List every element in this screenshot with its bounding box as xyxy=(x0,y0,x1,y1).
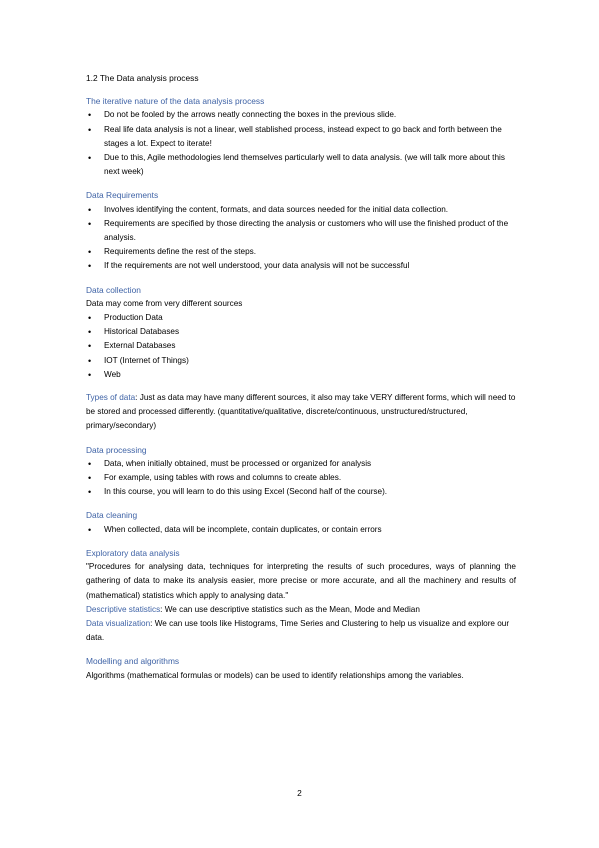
data-visualization-text: : We can use tools like Histograms, Time Series and Clustering to help us visualize and explore our data. xyxy=(86,618,510,643)
list-item: • Data, when initially obtained, must be processed or organized for analysis xyxy=(86,457,516,471)
data-visualization-label: Data visualization xyxy=(86,618,151,628)
iterative-list xyxy=(86,108,516,179)
heading-cleaning: Data cleaning xyxy=(86,510,138,521)
descriptive-statistics-label: Descriptive statistics xyxy=(86,604,161,614)
processing-list xyxy=(86,457,516,500)
list-item: • Requirements are specified by those directing the analysis or customers who will use the finished product of the analysis. xyxy=(86,217,516,245)
heading-iterative: The iterative nature of the data analysis process xyxy=(86,96,265,107)
heading-collection: Data collection xyxy=(86,284,141,295)
list-item: • Historical Databases xyxy=(86,325,516,339)
list-item: • If the requirements are not well understood, your data analysis will not be successful xyxy=(86,259,516,273)
list-item: • Do not be fooled by the arrows neatly connecting the boxes in the previous slide. xyxy=(86,108,516,122)
requirements-list xyxy=(86,203,516,274)
page-content xyxy=(86,71,516,683)
list-item: • Involves identifying the content, formats, and data sources needed for the initial data collection. xyxy=(86,203,516,217)
types-of-data-text: : Just as data may have many different sources, it also may take VERY different forms, which will need to be stored and processed differently. (quantitative/qualitative, discrete/continuous, unstructured/structured, primary/secondary) xyxy=(86,393,516,431)
list-item: • In this course, you will learn to do this using Excel (Second half of the course). xyxy=(86,485,516,499)
list-item: • Web xyxy=(86,368,516,382)
collection-intro: Data may come from very different sources xyxy=(86,298,243,308)
cleaning-list xyxy=(86,523,516,537)
list-item: • Due to this, Agile methodologies lend themselves particularly well to data analysis. (we will talk more about this next week) xyxy=(86,151,516,179)
data-visualization-line xyxy=(86,617,516,645)
modelling-text: Algorithms (mathematical formulas or models) can be used to identify relationships among the variables. xyxy=(86,670,464,680)
list-item: • External Databases xyxy=(86,339,516,353)
collection-list xyxy=(86,311,516,382)
list-item: • IOT (Internet of Things) xyxy=(86,354,516,368)
list-item: • Real life data analysis is not a linear, well stablished process, instead expect to go back and forth between the stages a lot. Expect to iterate! xyxy=(86,123,516,151)
heading-exploratory: Exploratory data analysis xyxy=(86,547,180,558)
descriptive-statistics-line xyxy=(86,603,516,617)
heading-requirements: Data Requirements xyxy=(86,190,159,201)
section-title: 1.2 The Data analysis process xyxy=(86,73,199,83)
list-item: • Requirements define the rest of the steps. xyxy=(86,245,516,259)
list-item: • When collected, data will be incomplete, contain duplicates, or contain errors xyxy=(86,523,516,537)
types-of-data-label: Types of data xyxy=(86,393,136,403)
descriptive-statistics-text: : We can use descriptive statistics such as the Mean, Mode and Median xyxy=(160,604,420,614)
types-of-data-paragraph xyxy=(86,391,516,434)
list-item: • For example, using tables with rows and columns to create ables. xyxy=(86,471,516,485)
exploratory-quote: "Procedures for analysing data, techniques for interpreting the results of such procedures, ways of planning the gathering of data to make its analysis easier, more precise or more accurate, and all the machinery and results of (mathematical) statistics which apply to analysing data." xyxy=(86,562,516,600)
page-number: 2 xyxy=(297,788,302,798)
list-item: • Production Data xyxy=(86,311,516,325)
heading-processing: Data processing xyxy=(86,444,147,455)
heading-modelling: Modelling and algorithms xyxy=(86,656,180,667)
